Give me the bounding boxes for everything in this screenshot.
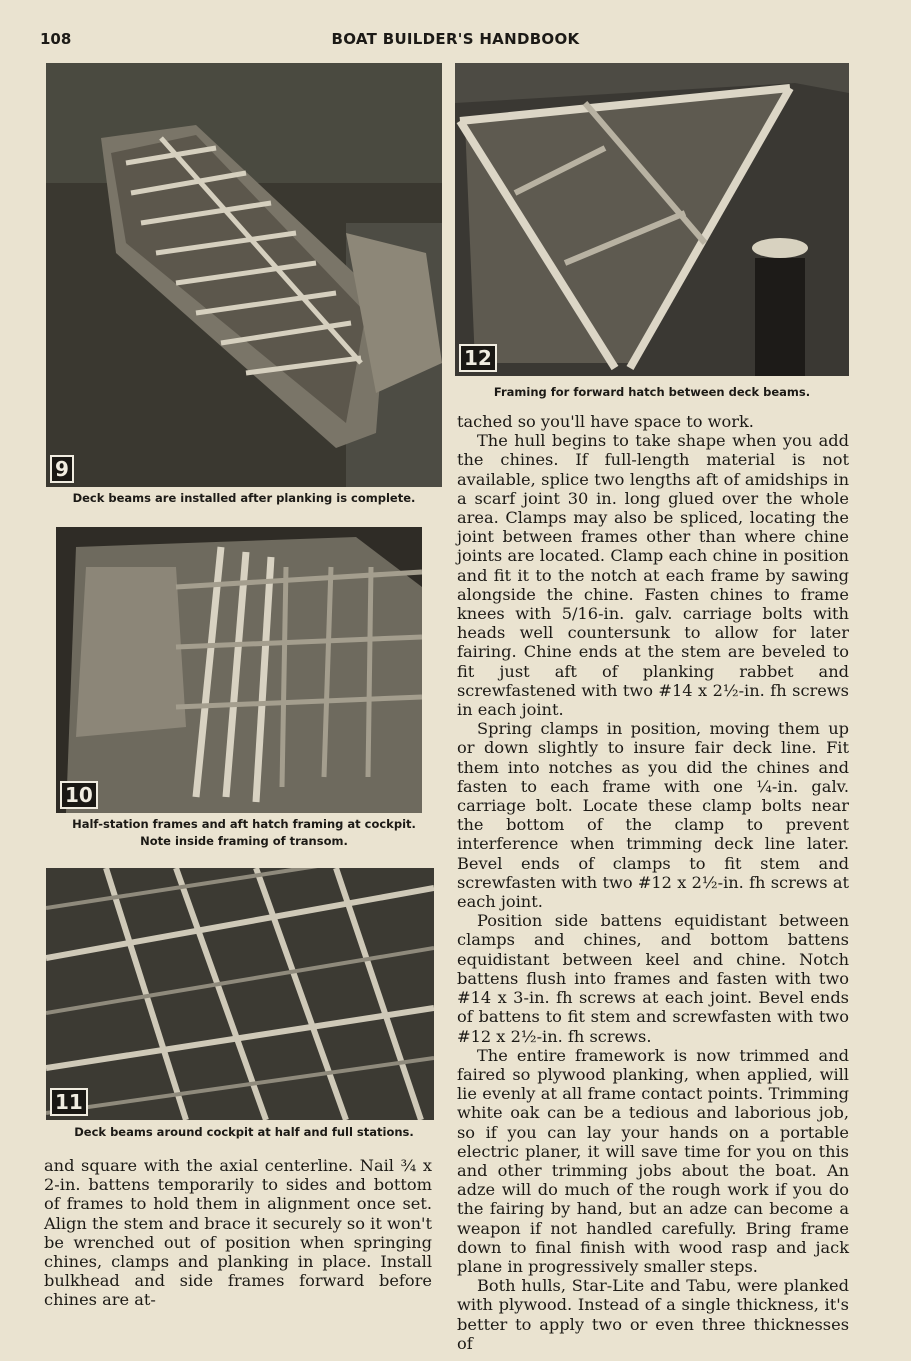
right-paragraph-4: Position side battens equidistant between clamps and chines, and bottom battens equidistant between keel and chine. Notch battens flush into frames and fasten with two #14 x 3-in. fh screws at each joint. Bevel ends of battens to fit stem and screwfasten with two #12 x 2½-in. fh screws. <box>457 911 849 1046</box>
figure-9-caption: Deck beams are installed after planking is complete. <box>72 491 416 505</box>
page-number: 108 <box>40 30 72 48</box>
right-paragraph-1: tached so you'll have space to work. <box>457 412 754 431</box>
right-paragraph-3: Spring clamps in position, moving them up or down slightly to insure fair deck line. Fit them into notches as you did the chines and fasten to each frame with one ¼-in. galv. carriage bolt. Locate these clamp bolts near the bottom of the clamp to prevent interference when trimming deck line later. Bevel ends of clamps to fit stem and screwfasten with two #12 x 2½-in. fh screws at each joint. <box>457 719 849 912</box>
left-column <box>44 1156 432 1310</box>
right-paragraph-5: The entire framework is now trimmed and faired so plywood planking, when applied, will lie evenly at all frame contact points. Trimming white oak can be a tedious and laborious job, so if you can lay your hands on a portable electric planer, it will save time for you on this and other trimming jobs about the boat. An adze will do much of the rough work if you do the fairing by hand, but an adze can become a weapon if not handled carefully. Bring frame down to final finish with wood rasp and jack plane in progressively smaller steps. <box>457 1045 849 1276</box>
figure-10-caption-line-2: Note inside framing of transom. <box>140 834 348 848</box>
right-paragraph-6: Both hulls, Star-Lite and Tabu, were planked with plywood. Instead of a single thickness, it's better to apply two or even three thicknesses of <box>457 1276 849 1353</box>
figure-10-caption <box>46 816 442 850</box>
left-paragraph-1: and square with the axial centerline. Nail ¾ x 2-in. battens temporarily to sides and bottom of frames to hold them in alignment once set. Align the stem and brace it securely so it won't be wrenched out of position when springing chines, clamps and planking in place. Install bulkhead and side frames forward before chines are at- <box>44 1156 432 1310</box>
figure-10-photo <box>56 527 422 813</box>
running-head: BOAT BUILDER'S HANDBOOK <box>331 30 580 48</box>
figure-12-number: 12 <box>459 344 497 372</box>
figure-9-photo <box>46 63 442 487</box>
figure-11-caption: Deck beams around cockpit at half and full stations. <box>74 1125 414 1139</box>
figure-9-number: 9 <box>50 455 74 483</box>
figure-10-caption-line-1: Half-station frames and aft hatch framing at cockpit. <box>72 817 416 831</box>
figure-12-caption: Framing for forward hatch between deck beams. <box>493 385 811 399</box>
figure-11-photo <box>46 868 434 1120</box>
right-column <box>457 412 849 1353</box>
right-paragraph-2: The hull begins to take shape when you add the chines. If full-length material is not available, splice two lengths aft of amidships in a scarf joint 30 in. long glued over the whole area. Clamps may also be spliced, locating the joint between frames other than where chine joints are located. Clamp each chine in position and fit it to the notch at each frame by sawing alongside the chine. Fasten chines to frame knees with 5/16-in. galv. carriage bolts with heads well countersunk to allow for later fairing. Chine ends at the stem are beveled to fit just aft of planking rabbet and screwfastened with two #14 x 2½-in. fh screws in each joint. <box>457 431 849 720</box>
figure-12-photo <box>455 63 849 376</box>
figure-11-number: 11 <box>50 1088 88 1116</box>
figure-10-number: 10 <box>60 781 98 809</box>
